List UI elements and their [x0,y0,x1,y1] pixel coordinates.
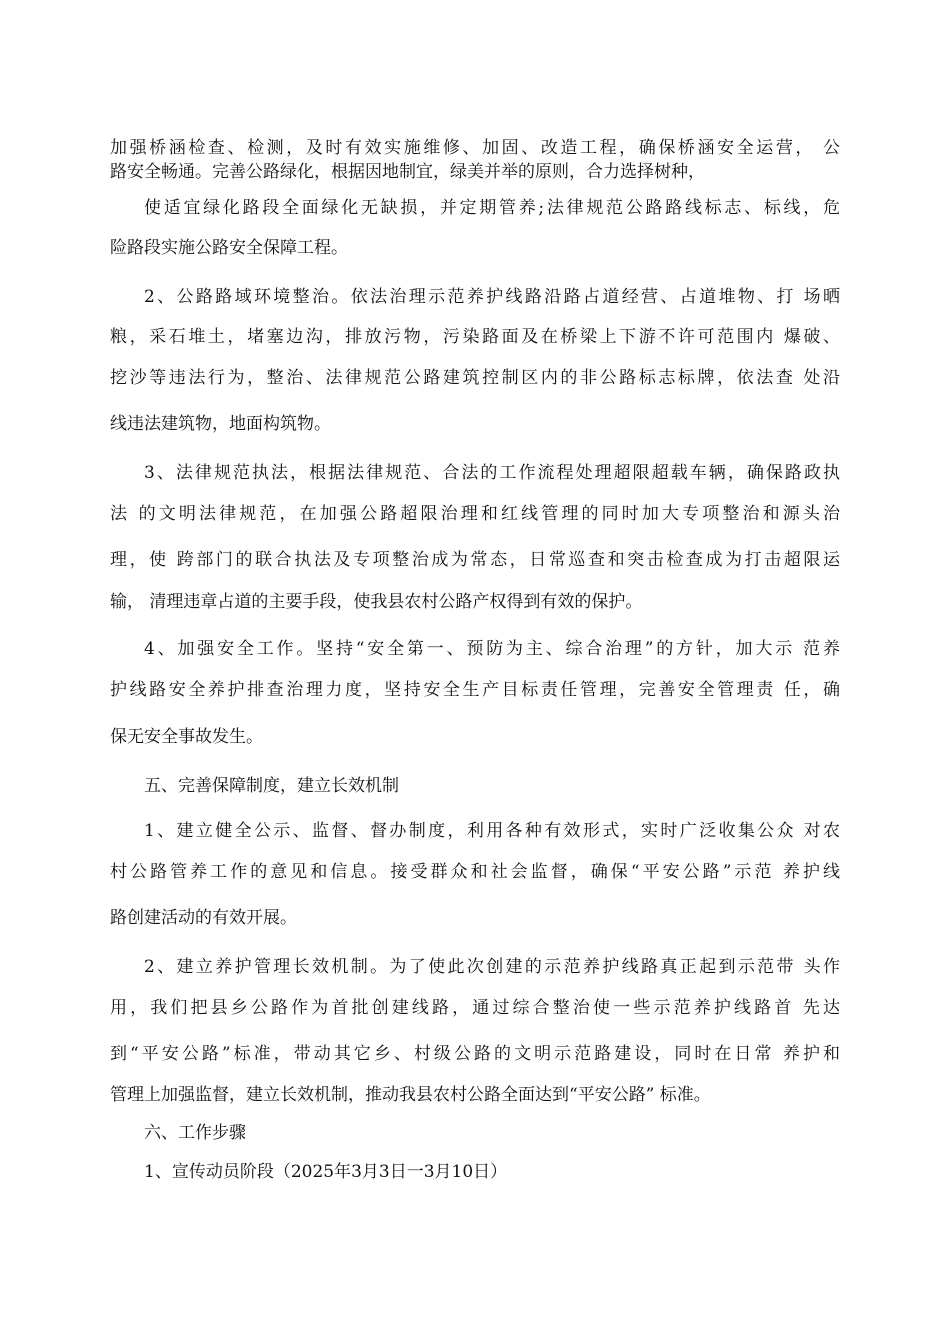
text-line: 法 的文明法律规范，在加强公路超限治理和红线管理的同时加大专项整治和源头治 [110,504,840,524]
text-line: 4、加强安全工作。坚持“安全第一、预防为主、综合治理”的方针，加大示 范养 [144,639,840,659]
text-line: 路安全畅通。完善公路绿化，根据因地制宜，绿美并举的原则，合力选择树种， [110,162,705,182]
text-line: 1、建立健全公示、监督、督办制度，利用各种有效形式，实时广泛收集公众 对农 [144,821,840,841]
text-line: 用，我们把县乡公路作为首批创建线路，通过综合整治使一些示范养护线路首 先达 [110,998,840,1018]
text-line: 到“平安公路”标准，带动其它乡、村级公路的文明示范路建设，同时在日常 养护和 [110,1044,840,1064]
text-line: 五、完善保障制度，建立长效机制 [144,776,399,796]
text-line: 保无安全事故发生。 [110,727,263,747]
text-line: 2、建立养护管理长效机制。为了使此次创建的示范养护线路真正起到示范带 头作 [144,957,840,977]
text-line: 粮，采石堆土，堵塞边沟，排放污物，污染路面及在桥梁上下游不许可范围内 爆破、 [110,327,840,347]
text-line: 理，使 跨部门的联合执法及专项整治成为常态，日常巡查和突击检查成为打击超限运 [110,550,840,570]
text-line: 险路段实施公路安全保障工程。 [110,238,348,258]
text-line: 输， 清理违章占道的主要手段，使我县农村公路产权得到有效的保护。 [110,592,643,612]
text-line: 六、工作步骤 [144,1123,246,1143]
text-line: 护线路安全养护排查治理力度，坚持安全生产目标责任管理，完善安全管理责 任，确 [110,680,840,700]
text-line: 2、公路路域环境整治。依法治理示范养护线路沿路占道经营、占道堆物、打 场晒 [144,287,840,307]
text-line: 线违法建筑物，地面构筑物。 [110,414,331,434]
text-line: 使适宜绿化路段全面绿化无缺损，并定期管养;法律规范公路路线标志、标线，危 [144,198,840,218]
text-line: 1、宣传动员阶段（2025年3月3日一3月10日） [144,1162,508,1182]
text-line: 3、法律规范执法，根据法律规范、合法的工作流程处理超限超载车辆，确保路政执 [144,463,840,483]
text-line: 路创建活动的有效开展。 [110,908,297,928]
text-line: 管理上加强监督，建立长效机制，推动我县农村公路全面达到“平安公路” 标准。 [110,1085,711,1105]
text-line: 挖沙等违法行为，整治、法律规范公路建筑控制区内的非公路标志标牌，依法查 处沿 [110,368,840,388]
text-line: 村公路管养工作的意见和信息。接受群众和社会监督，确保“平安公路”示范 养护线 [110,862,840,882]
text-line: 加强桥涵检查、检测，及时有效实施维修、加固、改造工程，确保桥涵安全运营， 公 [110,138,840,158]
